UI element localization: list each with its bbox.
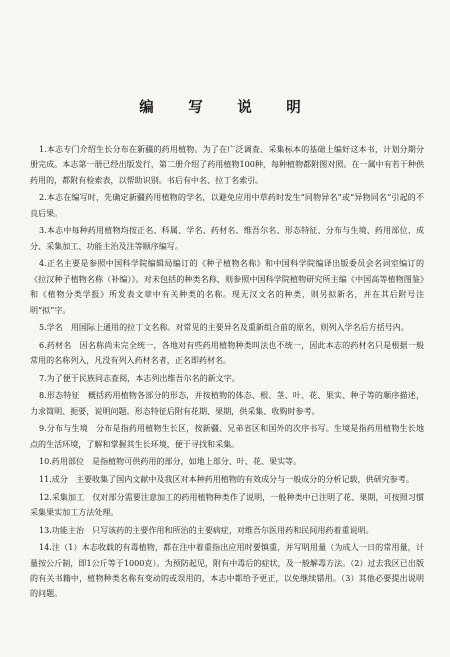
paragraph-13: 13.功能主治 只写该药的主要作用和所治的主要病症，对维吾尔医用药和民间用药着重说明。 [39, 525, 374, 535]
paragraph-8: 8.形态特征 概括药用植物各部分的形态，并按植物的体态、根、茎、叶、花、果实、种子等的顺序描述，力求简明、扼要，说明问题。形态特征后附有花期、果期，供采集、收购时参考。 [30, 391, 424, 416]
paragraph-12: 12.采集加工 仅对部分需要注意加工的药用植物种类作了说明，一般种类中已注明了花、果期，可按照习惯采集果实加工方法处理。 [30, 492, 424, 517]
paragraph-6: 6.药材名 因名称尚未完全统一，各地对有些药用植物种类叫法也不统一，因此本志的药材名只是根据一般常用的名称列入，凡没有列入药材名者，正名即药材名。 [30, 340, 424, 366]
page-title: 编 写 说 明 [139, 99, 311, 116]
paragraph-3: 3.本志中每种药用植物均按正名、科属、学名、药材名、维吾尔名、形态特征、分布与生境、药用部位、成分、采集加工、功能主治及注等顺序编写。 [30, 226, 424, 251]
paragraph-5: 5.学名 用国际上通用的拉丁文名称。对常见的主要异名及重新组合前的原名，则列入学名后方括号内。 [39, 323, 409, 333]
instructions-body [30, 142, 424, 604]
paragraph-14: 14.注（1）本志收载的有毒植物，都在注中着重指出应用时要慎重，并写明用量（为成人一日的常用量，计量按公斤制，即1公斤等于1000克）。为预防起见，附有中毒后的症状，及一般解毒方法。（2）过去我区已出版的有关书籍中，植物种类名称有变动的或误用的，本志中都给予更正，以免继续错用。（3）其他必要提出说明的问题。 [30, 543, 424, 599]
paragraph-2: 2.本志在编写时，先确定新疆药用植物的学名，以避免应用中草药时发生“同物异名”或“异物同名”引起的不良后果。 [30, 193, 424, 218]
paragraph-7: 7.为了便于民族同志查阅，本志列出维吾尔名的新文字。 [39, 373, 240, 383]
paragraph-10: 10.药用部位 是指植物可供药用的部分，如地上部分、叶、花、果实等。 [39, 457, 302, 467]
paragraph-4: 4.正名主要是参照中国科学院编辑局编订的《种子植物名称》和中国科学院编译出版委员会名词室编订的《拉汉种子植物名称（补编）》。对未包括的种类名称，则参照中国科学院植物研究所主编《中国高等植物图鉴》和《植物分类学报》所发表文章中有关种类的名称。现无汉文名的种类，则另拟新名，并在其后附号注明“拟”字。 [30, 259, 424, 315]
paragraph-9: 9.分布与生境 分布是指药用植物生长区，按新疆、兄弟省区和国外的次序书写。生境是指药用植物生长地点的生活环境，了解和掌握其生长环境，便于寻找和采集。 [30, 424, 424, 449]
paragraph-11: 11.成分 主要收集了国内文献中及我区对本种药用植物的有效成分与一般成分的分析记载，供研究参考。 [39, 475, 414, 484]
paragraph-1: 1.本志专门介绍生长分布在新疆的药用植物。为了在广泛调查、采集标本的基础上编好这本书，计划分期分册完成。本志第一册已经出版发行，第二册介绍了药用植物100种，每种植物都附图对照。在一属中有若干种供药用的，都附有检索表，以帮助识别。书后有中名、拉丁名索引。 [30, 145, 424, 185]
